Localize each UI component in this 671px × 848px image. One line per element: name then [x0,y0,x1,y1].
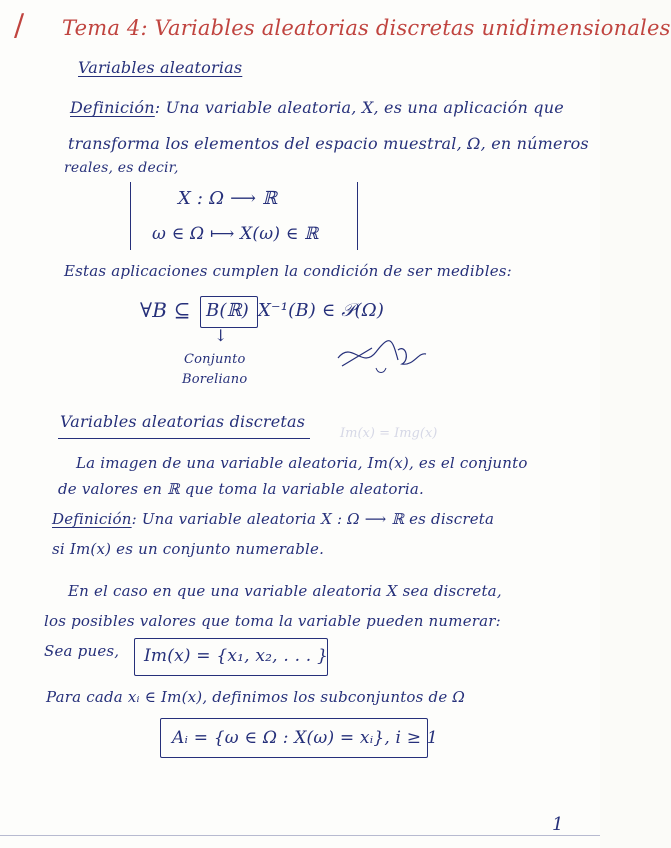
mapping-line-1: X : Ω ⟶ ℝ [178,188,278,209]
borel-set: B(ℝ) [206,300,250,321]
definition-2-text: : Una variable aleatoria X : Ω ⟶ ℝ es discreta [131,510,495,528]
page-bottom-line [0,835,600,836]
definition-1-line-2: transforma los elementos del espacio muestral, Ω, en números [68,134,589,153]
section-underline [58,438,310,439]
faint-ghost-text: Im(x) = Img(x) [340,426,438,441]
image-definition-line-2: de valores en ℝ que toma la variable aleatoria. [58,480,425,498]
discrete-case-line-2: los posibles valores que toma la variable pueden numerar: [44,612,501,630]
page-title: Tema 4: Variables aleatorias discretas unidimensionales [62,16,671,40]
definition-2 [52,510,494,528]
subsets-definition-line: Para cada xᵢ ∈ Im(x), definimos los subconjuntos de Ω [46,688,465,706]
measurable-condition-text: Estas aplicaciones cumplen la condición de ser medibles: [64,262,512,280]
definition-2-label: Definición [52,510,132,528]
definition-label: Definición [70,98,155,117]
borel-note-line-2: Boreliano [182,372,248,387]
section-heading-variables: Variables aleatorias [78,58,243,77]
corner-mark: / [14,8,25,43]
definition-1-line-3: reales, es decir, [64,160,179,176]
borel-note-line-1: Conjunto [184,352,246,367]
subset-definition: Aᵢ = {ω ∈ Ω : X(ω) = xᵢ}, i ≥ 1 [172,728,438,748]
definition-1 [70,98,564,117]
image-set: Im(x) = {x₁, x₂, . . . } [144,646,329,666]
sea-pues-label: Sea pues, [44,642,120,660]
mapping-line-2: ω ∈ Ω ⟼ X(ω) ∈ ℝ [152,224,319,244]
definition-2-line-2: si Im(x) es un conjunto numerable. [52,540,325,558]
discrete-case-line-1: En el caso en que una variable aleatoria X sea discreta, [68,582,502,600]
page-number: 1 [552,814,564,835]
section-heading-discrete: Variables aleatorias discretas [60,412,306,431]
condition-lhs: ∀B ⊆ [140,298,191,322]
condition-rhs: X⁻¹(B) ∈ 𝒫(Ω) [258,300,385,321]
scribble-doodle [332,330,432,380]
image-definition-line-1: La imagen de una variable aleatoria, Im(x), es el conjunto [76,454,528,472]
definition-text: : Una variable aleatoria, X, es una aplicación que [154,98,564,117]
down-arrow-icon: ↓ [214,326,228,345]
